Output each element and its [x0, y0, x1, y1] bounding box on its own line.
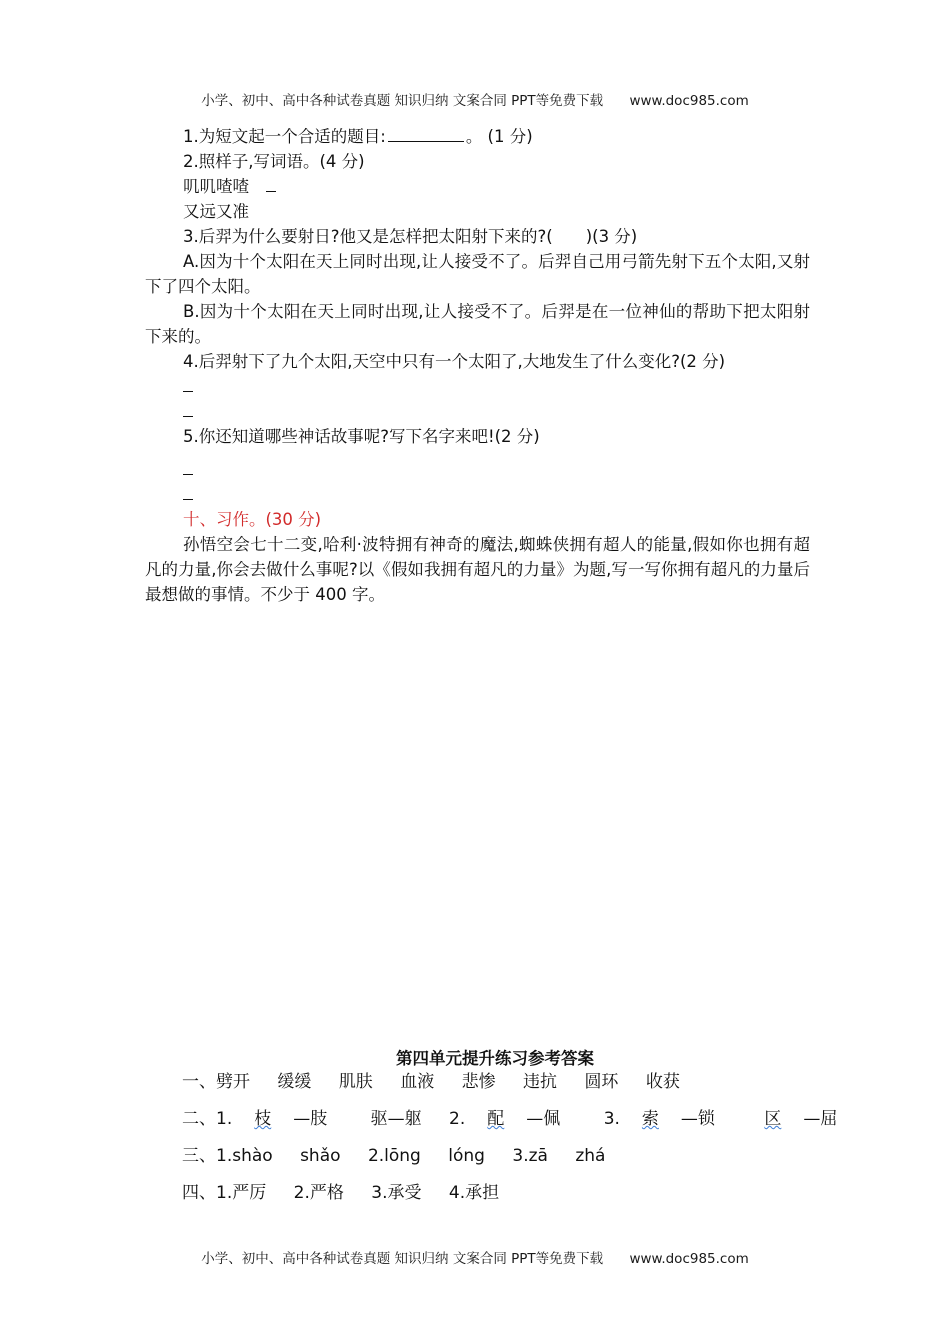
answer-item: 一、劈开: [182, 1072, 250, 1092]
answer-item: 驱—躯: [370, 1109, 422, 1129]
answer-item: —锁: [680, 1109, 715, 1129]
answer-item: lóng: [448, 1146, 485, 1166]
answer-item: 三、1.shào: [182, 1146, 273, 1166]
answer-prefix: 二、1.: [182, 1109, 233, 1129]
question-4: 4.后羿射下了九个太阳,天空中只有一个太阳了,大地发生了什么变化?(2 分): [183, 352, 726, 371]
answer-item: 缓缓: [277, 1072, 312, 1092]
answer-blank[interactable]: [388, 127, 464, 142]
question-2-example-1: [145, 174, 810, 199]
answer-blank[interactable]: [266, 181, 276, 192]
question-2: 2.照样子,写词语。(4 分): [183, 152, 365, 171]
option-b: B.因为十个太阳在天上同时出现,让人接受不了。后羿是在一位神仙的帮助下把太阳射下来的。: [145, 302, 810, 346]
answer-line[interactable]: [145, 457, 810, 482]
answer-item: 圆环: [584, 1072, 619, 1092]
answer-item: 收获: [645, 1072, 680, 1092]
answer-prefix: 2.: [449, 1109, 466, 1129]
answer-item: 3.zā: [512, 1146, 548, 1166]
answer-line[interactable]: [145, 374, 810, 399]
writing-heading: 十、习作。(30 分): [183, 510, 322, 529]
answer-row-4: [182, 1181, 881, 1218]
page-header: [0, 89, 950, 109]
footer-text: 小学、初中、高中各种试卷真题 知识归纳 文案合同 PPT等免费下载: [201, 1251, 604, 1267]
answer-item: shǎo: [300, 1146, 341, 1166]
answer-key-title: 第四单元提升练习参考答案: [396, 1049, 594, 1068]
answer-row-1: [182, 1070, 881, 1107]
answer-item: 悲惨: [461, 1072, 496, 1092]
writing-prompt: 孙悟空会七十二变,哈利·波特拥有神奇的魔法,蜘蛛侠拥有超人的能量,假如你也拥有超凡的力量,你会去做什么事呢?以《假如我拥有超凡的力量》为题,写一写你拥有超凡的力量后最想做的事情。不少于 400 字。: [145, 535, 810, 604]
answer-item: 肌肤: [338, 1072, 373, 1092]
answer-char-marked: 索: [641, 1109, 659, 1129]
answer-item: —肢: [293, 1109, 328, 1129]
footer-url[interactable]: www.doc985.com: [629, 1251, 749, 1267]
answer-item: zhá: [575, 1146, 606, 1166]
header-url[interactable]: www.doc985.com: [629, 93, 749, 109]
answer-item: 4.承担: [448, 1183, 500, 1203]
question-1-score: 。 (1 分): [465, 127, 533, 146]
worksheet-content: [145, 124, 810, 607]
answer-char-marked: 枝: [254, 1109, 272, 1129]
answer-prefix: 3.: [603, 1109, 620, 1129]
answer-row-3: [182, 1144, 881, 1181]
page-footer: [0, 1247, 950, 1267]
example-word: 叽叽喳喳: [183, 177, 249, 196]
option-a: A.因为十个太阳在天上同时出现,让人接受不了。后羿自己用弓箭先射下五个太阳,又射下了四个太阳。: [145, 252, 810, 296]
answer-item: 血液: [400, 1072, 435, 1092]
header-text: 小学、初中、高中各种试卷真题 知识归纳 文案合同 PPT等免费下载: [201, 93, 604, 109]
question-2-example-2: [145, 199, 810, 224]
example-word: 又远又准: [183, 202, 249, 221]
question-5: 5.你还知道哪些神话故事呢?写下名字来吧!(2 分): [183, 427, 540, 446]
question-1-text: 1.为短文起一个合适的题目:: [183, 127, 386, 146]
answer-item: —佩: [526, 1109, 561, 1129]
answer-item: —屈: [803, 1109, 838, 1129]
answer-item: 2.严格: [293, 1183, 344, 1203]
answer-row-2: [182, 1107, 881, 1144]
answer-line[interactable]: [145, 482, 810, 507]
answer-item: 四、1.严厉: [182, 1183, 267, 1203]
answer-line[interactable]: [145, 399, 810, 424]
answer-key: [182, 1070, 881, 1218]
question-3: 3.后羿为什么要射日?他又是怎样把太阳射下来的?( )(3 分): [183, 227, 638, 246]
question-1: [145, 124, 810, 149]
answer-item: 3.承受: [371, 1183, 422, 1203]
answer-char-marked: 区: [764, 1109, 782, 1129]
answer-item: 违抗: [523, 1072, 558, 1092]
answer-char-marked: 配: [487, 1109, 505, 1129]
answer-item: 2.lōng: [367, 1146, 421, 1166]
